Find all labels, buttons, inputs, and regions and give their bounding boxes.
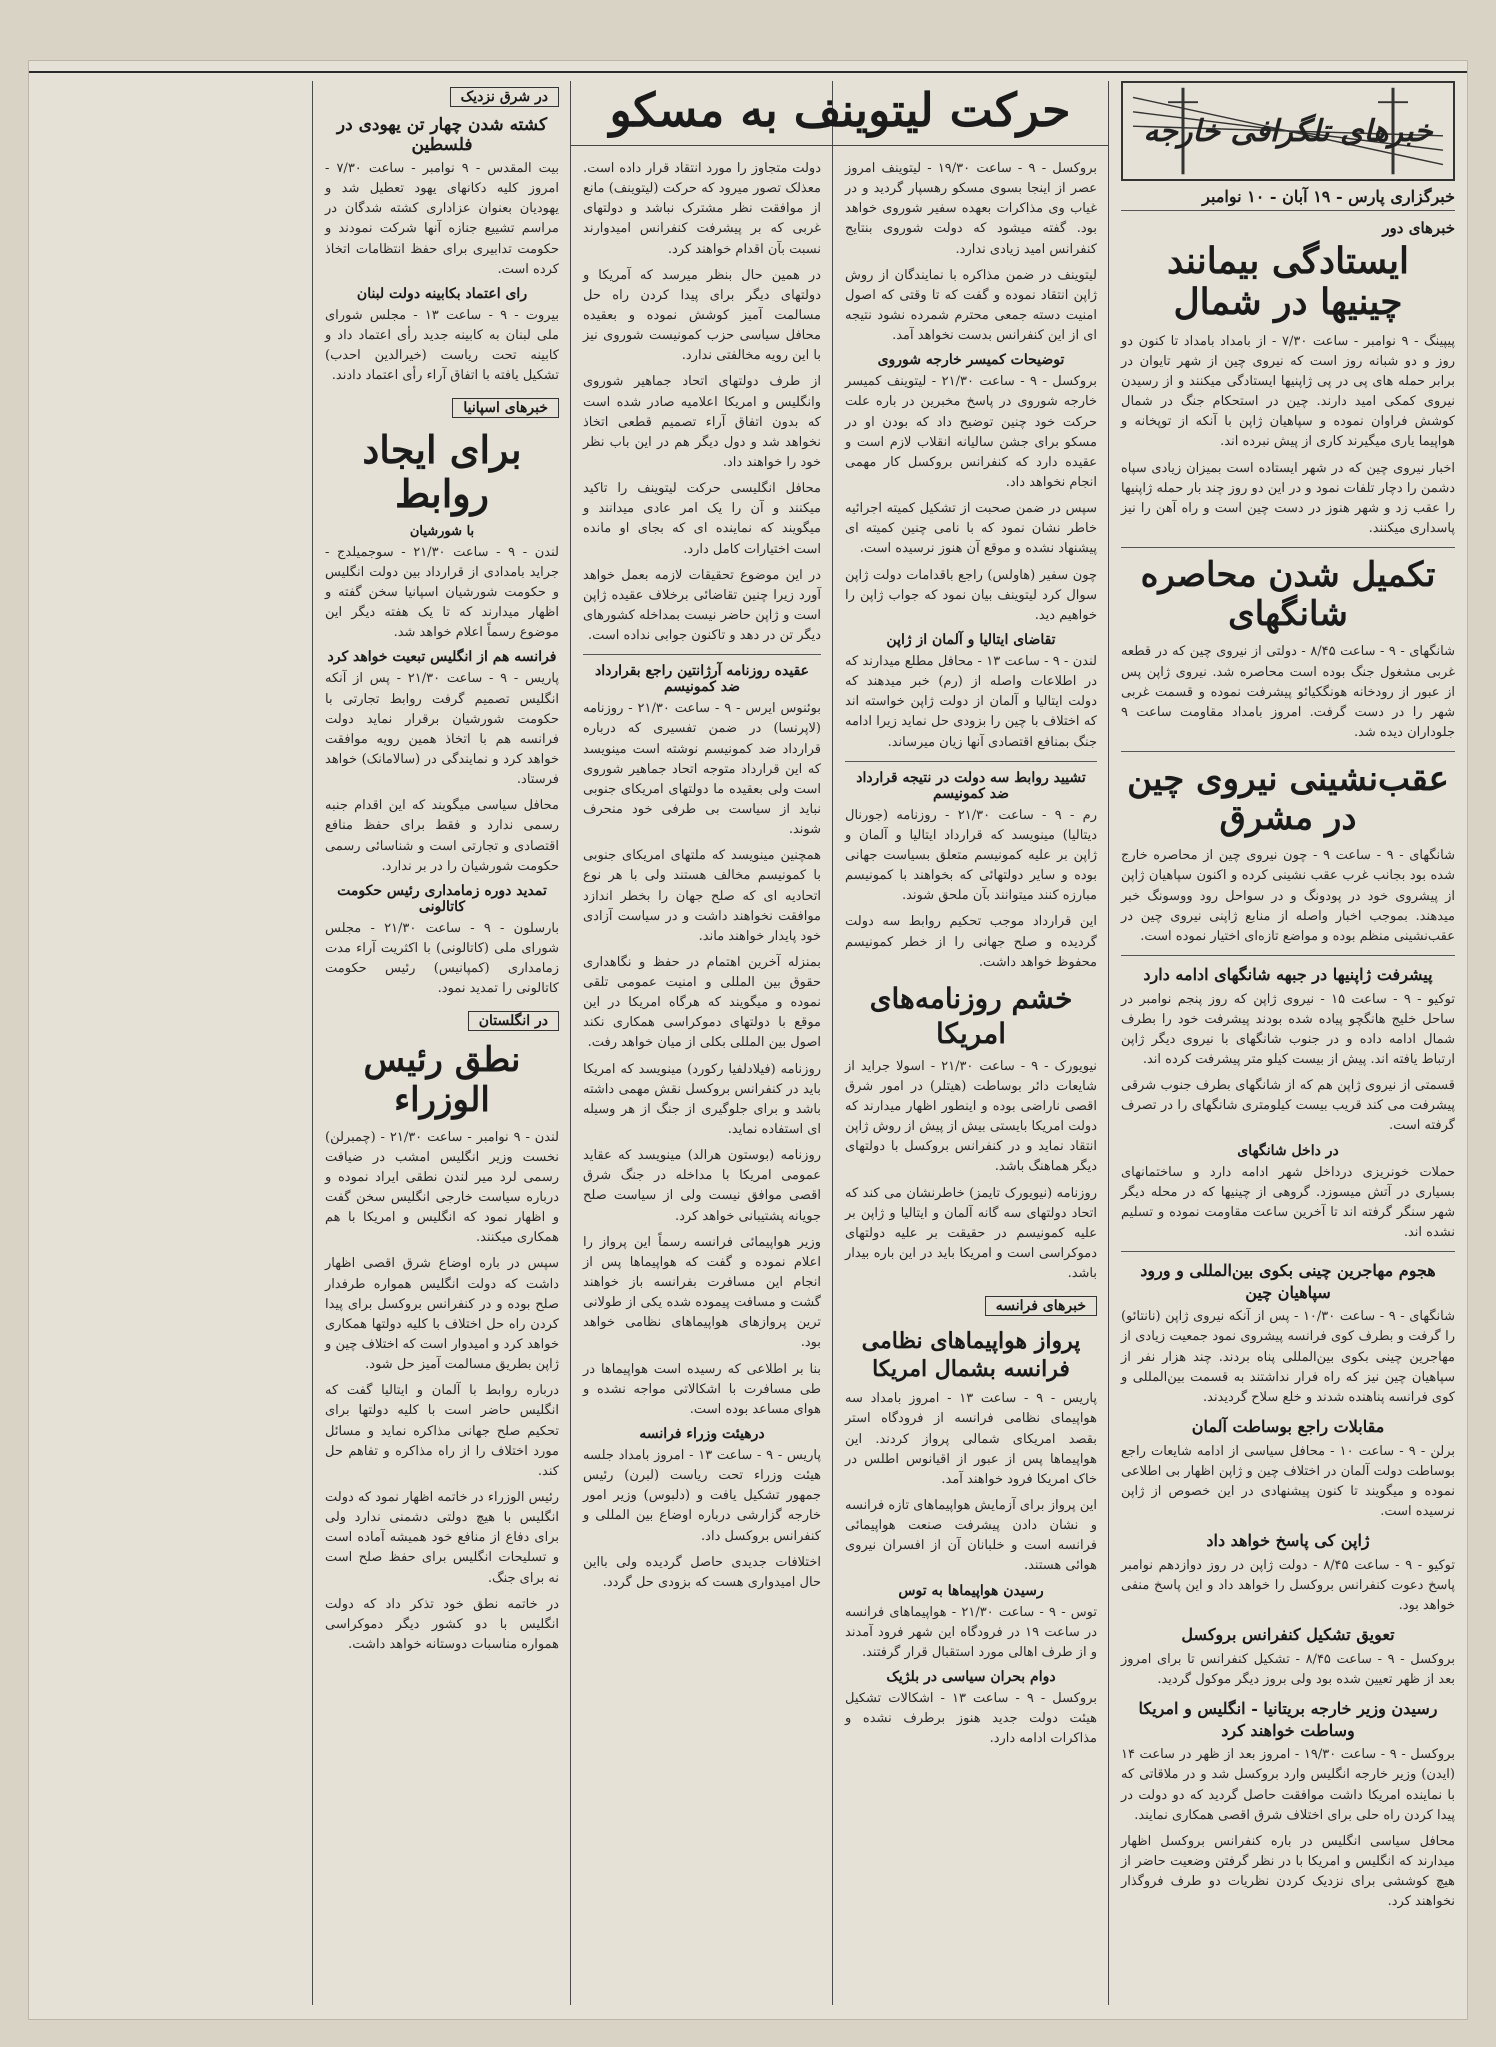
article-text: از طرف دولتهای اتحاد جماهیر شوروی وانگلیس و امریکا اعلامیه صادر شده است که بدون اتفاق آراء تصمیم قطعی اتخاذ نخواهد شد و دول دیگر هم در این باب نظر خود را خواهند داد. <box>583 374 821 470</box>
article-text: رم - ۹ - ساعت ۲۱/۳۰ - روزنامه (جورنال دیتالیا) مینویسد که قرارداد ایتالیا و آلمان و ژاپن بر علیه کمونیسم متعلق بسیاست جهانی بوده و سایر دولتهائی که بخواهند با کمونیسم مبارزه کنند میتوانند بآن ملحق شوند. <box>845 807 1098 904</box>
article-text: بیت المقدس - ۹ نوامبر - ساعت ۷/۳۰ - امروز کلیه دکانهای یهود تعطیل شد و یهودیان بعنوان عزاداری کشته شدگان در مراسم تشییع جنازه آنها شرکت نمودند و حکومت تدابیری برای حفظ انتظامات اتخاذ کرده است. <box>325 161 559 277</box>
article-text: وزیر هواپیمائی فرانسه رسماً این پرواز را اعلام نموده و گفت که هواپیماها پس از انجام این مسافرت بفرانسه باز خواهند گشت و مسافت پیموده شده یکی از طولانی ترین پروازهای هواپیماهای نظامی خواهد بود. <box>583 1234 821 1351</box>
article-text: محافل سیاسی انگلیس در باره کنفرانس بروکسل اظهار میدارند که انگلیس و امریکا با در نظر گرفتن وضعیت حاضر از هیچ کوششی برای نزدیک کردن نظریات دو طرف فروگذار نخواهند کرد. <box>1121 1833 1455 1910</box>
headline: ایستادگی بیمانند چینیها در شمال <box>1166 240 1410 324</box>
article-text: پیپینگ - ۹ نوامبر - ساعت ۷/۳۰ - از بامداد بامداد تا کنون دو روز و دو شبانه روز است که نیروی چین از شهر تایوان در برابر حمله های پی در پی ژاپنیها ایستادگی میکنند و از رسیدن نیروی کمکی امید دارند. چین در استحکام جنگ در شمال کوشش فراوان نموده و سپاهیان ژاپن با آنکه از توپخانه و هواپیما یاری میگیرند کاری از پیش نبرده اند. <box>1121 333 1455 450</box>
article-text: شانگهای - ۹ - ساعت ۱۰/۳۰ - پس از آنکه نیروی ژاپن (نانتائو) را گرفت و بطرف کوی فرانسه پیشروی نمود جمعیت زیادی از مهاجرین چینی بکوی بین‌المللی پناه بردند. چند هزار نفر از سپاهیان چین نیز که راه فرار نداشتند به قسمت بین‌المللی و کوی فرانسه پناهنده شدند و خلع سلاح گردیدند. <box>1121 1309 1456 1405</box>
headline: نطق رئیس الوزراء <box>363 1040 521 1120</box>
article-text: درباره روابط با آلمان و ایتالیا گفت که انگلیس حاضر است با کلیه دولتها برای تحکیم صلح جهانی مذاکره نماید و مسائل مورد اختلاف را از راه مذاکره و تفاهم حل کند. <box>325 1383 559 1479</box>
article-text: بروکسل - ۹ - ساعت ۱۳ - اشکالات تشکیل هیئت دولت جدید هنوز برطرف نشده و مذاکرات ادامه دارد. <box>845 1691 1098 1747</box>
article-text: پاریس - ۹ - ساعت ۱۳ - امروز بامداد جلسه هیئت وزراء تحت ریاست (لبرن) رئیس جمهور تشکیل یافت و (دلبوس) وزیر امور خارجه گزارشی درباره اوضاع بین المللی و کنفرانس بروکسل داد. <box>583 1448 821 1544</box>
section-label: خبرهای فرانسه <box>985 1296 1097 1316</box>
newspaper-page <box>28 60 1468 2020</box>
headline: تعویق تشکیل کنفرانس بروکسل <box>1181 1625 1395 1645</box>
headline: خشم روزنامه‌های امریکا <box>869 981 1073 1050</box>
subhead: توضیحات کمیسر خارجه شوروی <box>877 352 1065 369</box>
article-text: سپس در ضمن صحبت از تشکیل کمیته اجرائیه خاطر نشان نمود که با نامی چنین کمیته ای پیشنهاد نشده و موقع آن هنوز نرسیده است. <box>845 501 1097 557</box>
article-text: سپس در باره اوضاع شرق اقصی اظهار داشت که دولت انگلیس همواره طرفدار صلح بوده و در کنفرانس بروکسل برای پیدا کردن راه حل اختلاف با کلیه دولتها همکاری خواهد کرد و امیدوار است که اختلاف چین و ژاپن بطریق مسالمت آمیز حل شود. <box>325 1256 559 1373</box>
article-text: همچنین مینویسد که ملتهای امریکای جنوبی با کمونیسم مخالف هستند ولی با هر نوع اتحادیه ای که صلح جهان را بخطر اندازد موافقت نخواهند داشت و در سیاست آزادی خود پایدار خواهند ماند. <box>583 848 821 944</box>
article-text: لندن - ۹ نوامبر - ساعت ۲۱/۳۰ - (چمبرلن) نخست وزیر انگلیس امشب در ضیافت رسمی لرد میر لندن نطقی ایراد نموده و درباره سیاست خارجی انگلیس سخن گفت و اظهار نمود که انگلیس و امریکا با هم همکاری میکنند. <box>325 1129 559 1246</box>
headline: مقابلات راجع بوساطت آلمان <box>1191 1417 1385 1436</box>
article-text: بارسلون - ۹ - ساعت ۲۱/۳۰ - مجلس شورای ملی (کاتالونی) با اکثریت آراء مدت زمامداری (کمپانیس) رئیس حکومت کاتالونی را تمدید نمود. <box>325 920 559 997</box>
article-text: در خاتمه نطق خود تذکر داد که دولت انگلیس با دو کشور دیگر دموکراسی همواره مناسبات دوستانه خواهد داشت. <box>325 1596 559 1653</box>
article-text: روزنامه (فیلادلفیا رکورد) مینویسد که امریکا باید در کنفرانس بروکسل نقش مهمی داشته باشد و برای جلوگیری از جنگ از هر وسیله ای استفاده نماید. <box>583 1061 821 1138</box>
article-text: بنا بر اطلاعی که رسیده است هواپیماها در طی مسافرت با اشکالاتی مواجه نشده و هوای مساعد بوده است. <box>583 1361 821 1417</box>
east-label: خبرهای دور <box>1382 219 1455 237</box>
article-text: لندن - ۹ - ساعت ۱۳ - محافل مطلع میدارند که در اطلاعات واصله از (رم) خبر میدهند که دولت ایتالیا و آلمان از دولت ژاپن خواسته اند که اختلاف با چین را بزودی حل نماید زیرا ادامه جنگ بمنافع اقتصادی آنها زیان میرساند. <box>845 653 1097 750</box>
article-text: روزنامه (نیویورک تایمز) خاطرنشان می کند که اتحاد دولتهای سه گانه آلمان و ایتالیا و ژاپن بر علیه کمونیسم در حقیقت بر علیه دولتهای دموکراسی است و امریکا باید در این باره بیدار باشد. <box>845 1185 1097 1282</box>
subhead: در داخل شانگهای <box>1237 1142 1339 1159</box>
column-4 <box>313 81 571 2005</box>
subhead: فرانسه هم از انگلیس تبعیت خواهد کرد <box>327 649 557 666</box>
subhead: درهیئت وزراء فرانسه <box>639 1426 765 1443</box>
article-text: در همین حال بنظر میرسد که آمریکا و دولتهای دیگر برای پیدا کردن راه حل مسالمت آمیز کوشش نموده و بعقیده محافل سیاسی حزب کمونیست شوروی نیز با این رویه مخالفتی ندارد. <box>583 267 821 364</box>
article-text: بمنزله آخرین اهتمام در حفظ و نگاهداری حقوق بین المللی و امنیت عمومی تلقی نموده و میگویند که هرگاه امریکا در این موقع با دولتهای دموکراسی همکاری نکند اصول بین المللی بکلی از میان خواهد رفت. <box>583 954 821 1051</box>
article-text: پاریس - ۹ - ساعت ۱۳ - امروز بامداد سه هواپیمای نظامی فرانسه از فرودگاه استر بقصد امریکای شمالی پرواز کردند. این هواپیماها پس از عبور از اقیانوس اطلس در خاک امریکا فرود خواهند آمد. <box>845 1391 1097 1487</box>
column-foreign-telegraph <box>1109 81 1467 2005</box>
article-text: اختلافات جدیدی حاصل گردیده ولی بااین حال امیدواری هست که بزودی حل گردد. <box>583 1554 821 1590</box>
subhead: رسیدن هواپیماها به توس <box>898 1582 1044 1599</box>
article-text: دولت متجاوز را مورد انتقاد قرار داده است. معذلک تصور میرود که حرکت (لیتوینف) مانع از موافقت نظر مشترک نباشد و دولتهای غربی که بر پیشرفت کنفرانس امیدوارند نسبت بآن اقدام خواهند کرد. <box>583 161 821 257</box>
section-title: خبرهای تلگرافی خارجه <box>1143 113 1433 149</box>
subhead: تقاضای ایتالیا و آلمان از ژاپن <box>886 631 1056 648</box>
byline: با شورشیان <box>409 523 475 539</box>
section-label: خبرهای اسپانیا <box>452 398 559 418</box>
article-text: لندن - ۹ - ساعت ۲۱/۳۰ - سوجمیلدج - جراید بامدادی از قرارداد بین دولت انگلیس و حکومت شورشیان اسپانیا سخن گفته و اظهار میدارند که تا یک هفته دیگر این موضوع رسماً اعلام خواهد شد. <box>325 544 559 641</box>
subhead: رای اعتماد بکابینه دولت لبنان <box>356 285 528 302</box>
article-text: بروکسل - ۹ - ساعت ۲۱/۳۰ - لیتوینف کمیسر خارجه شوروی در پاسخ مخبرین در باره علت حرکت خود چنین توضیح داد که بودن او در مسکو برای جشن سالیانه انقلاب لازم است و عقیده دارد که کنفرانس بروکسل کار مهمی انجام نخواهد داد. <box>845 374 1098 490</box>
article-text: شانگهای - ۹ - ساعت ۹ - چون نیروی چین از محاصره خارج شده بود بجانب غرب عقب نشینی کرده و اکنون سپاهیان ژاپن از پیشروی خود در پودونگ و در سواحل رود ووسونگ خبر میدهند. بموجب اخبار واصله از منابع ژاپنی نیروی چین در عقب‌نشینی منظم بوده و مواضع تازه‌ای اختیار نموده است. <box>1121 848 1455 944</box>
article-text: توکیو - ۹ - ساعت ۸/۴۵ - دولت ژاپن در روز دوازدهم نوامبر پاسخ دعوت کنفرانس بروکسل را خواهد داد و این پاسخ منفی خواهد بود. <box>1121 1557 1455 1614</box>
column-2 <box>833 81 1109 2005</box>
article-text: محافل سیاسی میگویند که این اقدام جنبه رسمی ندارد و فقط برای حفظ منافع اقتصادی و تجارتی است و شناسائی رسمی حکومت شورشیان را در بر ندارد. <box>325 798 559 874</box>
headline: پرواز هواپیماهای نظامی فرانسه بشمال امریکا <box>861 1328 1081 1382</box>
article-text: اخبار نیروی چین که در شهر ایستاده است بمیزان زیادی سپاه دشمن را دچار تلفات نمود و در این دو روز چند بار حمله ژاپنیها را عقب زد و شهر هنوز در دست چین است و راه آهن را نیز پاسداری میکنند. <box>1121 460 1455 537</box>
article-text: رئیس الوزراء در خاتمه اظهار نمود که دولت انگلیس با هیچ دولتی دشمنی ندارد ولی برای دفاع از منافع خود همیشه آماده است و تسلیحات انگلیس برای حفظ صلح است نه برای جنگ. <box>325 1490 559 1586</box>
section-label: در شرق نزدیک <box>450 87 559 107</box>
headline: پیشرفت ژاپنیها در جبهه شانگهای ادامه دارد <box>1143 964 1433 984</box>
headline: هجوم مهاجرین چینی بکوی بین‌المللی و ورود سپاهیان چین <box>1140 1261 1436 1302</box>
article-text: این قرارداد موجب تحکیم روابط سه دولت گردیده و صلح جهانی را از خطر کمونیسم محفوظ خواهد داشت. <box>845 914 1097 970</box>
subhead: کشته شدن چهار تن یهودی در فلسطین <box>336 115 548 155</box>
article-text: محافل انگلیسی حرکت لیتوینف را تاکید میکنند و آن را یک امر عادی میدانند و میگویند که نماینده ای که بجای او مانده است اختیارات کامل دارد. <box>583 481 821 557</box>
section-logo <box>1121 81 1455 181</box>
article-text: در این موضوع تحقیقات لازمه بعمل خواهد آورد زیرا چنین تقاضائی برخلاف عقیده ژاپن است و ژاپن حاضر نیست بمداخله کشورهای دیگر تن در دهد و تاکنون جوابی نداده است. <box>583 567 821 644</box>
article-text: توس - ۹ - ساعت ۲۱/۳۰ - هواپیماهای فرانسه در ساعت ۱۹ در فرودگاه این شهر فرود آمدند و از طرف اهالی مورد استقبال قرار گرفتند. <box>845 1604 1097 1660</box>
headline: تکمیل شدن محاصره شانگهای <box>1140 555 1436 635</box>
article-text: برلن - ۹ - ساعت ۱۰ - محافل سیاسی از ادامه شایعات راجع بوساطت دولت آلمان در اختلاف چین و ژاپن اظهار بی اطلاعی نموده و میگویند تا کنون پیشنهادی در این خصوص از ژاپن نرسیده است. <box>1121 1443 1455 1520</box>
article-text: بوئنوس ایرس - ۹ - ساعت ۲۱/۳۰ - روزنامه (لاپرنسا) در ضمن تفسیری که درباره قرارداد ضد کمونیسم نوشته است مینویسد که این قرارداد متوجه اتحاد جماهیر شوروی است ولی بعقیده ما دولتهای امریکای جنوبی نباید از سیاست بی طرفی خود منحرف شوند. <box>583 701 821 838</box>
article-text: توکیو - ۹ - ساعت ۱۵ - نیروی ژاپن که روز پنجم نوامبر در ساحل خلیج هانگچو پیاده شده بودند پیشرفت خود را بطرف شمال ادامه داده و در جنوب شانگهای با نیروی دیگر ژاپن ارتباط یافته اند. پیش از بیست کیلو متر پیشرفت کرده اند. <box>1121 991 1455 1067</box>
article-text: بیروت - ۹ - ساعت ۱۳ - مجلس شورای ملی لبنان به کابینه جدید رأی اعتماد داد و کابینه تحت ریاست (خیرالدین احدب) تشکیل یافته با اتفاق آراء رأی اعتماد دادند. <box>325 307 560 384</box>
article-text: روزنامه (بوستون هرالد) مینویسد که عقاید عمومی امریکا با مداخله در جنگ شرق اقصی موافق نیست ولی از سیاست صلح جویانه پشتیبانی خواهد کرد. <box>583 1148 821 1224</box>
article-text: این پرواز برای آزمایش هواپیماهای تازه فرانسه و نشان دادن پیشرفت صنعت هواپیمائی فرانسه است و خلبانان آن از افسران نیروی هوائی هستند. <box>845 1498 1097 1574</box>
article-text: بروکسل - ۹ - ساعت ۱۹/۳۰ - امروز بعد از ظهر در ساعت ۱۴ (ایدن) وزیر خارجه انگلیس وارد بروکسل شد و در ملاقاتی که با نماینده امریکا داشت موافقت حاصل گردید که دو دولت در پیدا کردن راه حلی برای اختلاف شرق اقصی همکاری نمایند. <box>1121 1747 1455 1823</box>
headline: رسیدن وزیر خارجه بریتانیا - انگلیس و امریکا وساطت خواهند کرد <box>1138 1699 1438 1740</box>
article-text: نیویورک - ۹ - ساعت ۲۱/۳۰ - اسولا جراید از شایعات دائر بوساطت (هیتلر) در امور شرق اقصی ناراضی بوده و اینطور اظهار میدارند که دولت امریکا بایستی بیش از پیش از روش ژاپن انتقاد نماید و در کنفرانس بروکسل با دولتهای دیگر هماهنگ باشد. <box>845 1058 1097 1175</box>
article-text: شانگهای - ۹ - ساعت ۸/۴۵ - دولتی از نیروی چین که در قطعه غربی مشغول جنگ بوده است محاصره شد. نیروی ژاپن پس از عبور از رودخانه هونگکیائو پیشرفت نموده و قسمت غربی شهر را در دست گرفت. امروز بامداد مقاومت ساعت ۹ جلوداران دیده شد. <box>1121 644 1456 740</box>
subhead: تشیید روابط سه دولت در نتیجه قرارداد ضد کمونیسم <box>856 769 1086 802</box>
column-3 <box>571 81 833 2005</box>
dateline: خبرگزاری پارس - ۱۹ آبان - ۱۰ نوامبر <box>1121 187 1455 211</box>
article-text: چون سفیر (هاولس) راجع باقدامات دولت ژاپن سوال کرد لیتوینف بیان نمود که جواب ژاپن را خواهیم دید. <box>845 567 1097 623</box>
section-label: در انگلستان <box>468 1011 559 1031</box>
article-text: پاریس - ۹ - ساعت ۲۱/۳۰ - پس از آنکه انگلیس تصمیم گرفت روابط تجارتی با حکومت شورشیان برقرار نماید دولت فرانسه هم با اتخاذ همین رویه موافقت خواهد کرد و نمایندگی در (سالامانک) خواهد فرستاد. <box>325 671 559 788</box>
article-text: بروکسل - ۹ - ساعت ۸/۴۵ - تشکیل کنفرانس تا برای امروز بعد از ظهر تعیین شده بود ولی بروز دیگر موکول گردید. <box>1121 1651 1455 1687</box>
article-text: قسمتی از نیروی ژاپن هم که از شانگهای بطرف جنوب شرقی پیشرفت می کند قریب بیست کیلومتری شانگهای را در تصرف گرفته است. <box>1121 1078 1455 1134</box>
subhead: عقیده روزنامه آرژانتین راجع بقرارداد ضد کمونیسم <box>594 663 810 696</box>
article-text: لیتوینف در ضمن مذاکره با نمایندگان از روش ژاپن انتقاد نموده و گفت که تا وقتی که اصول امنیت دسته جمعی محترم شمرده نشود نتیجه ای از این کنفرانس بدست نخواهد آمد. <box>845 267 1097 344</box>
headline: عقب‌نشینی نیروی چین در مشرق <box>1127 759 1449 839</box>
article-text: حملات خونریزی درداخل شهر ادامه دارد و ساختمانهای بسیاری در آتش میسوزد. گروهی از چینیها که در محله دیگر شهر سنگر گرفته اند تا آخرین ساعت مقاومت نموده و تسلیم نشده اند. <box>1121 1164 1455 1240</box>
subhead: تمدید دوره زمامداری رئیس حکومت کاتالونی <box>337 882 547 915</box>
headline: ژاپن کی پاسخ خواهد داد <box>1206 1531 1370 1551</box>
subhead: دوام بحران سیاسی در بلژیک <box>886 1669 1056 1686</box>
banner-headline: حرکت لیتوینف به مسکو <box>571 79 1109 146</box>
top-rule <box>29 71 1467 73</box>
headline: برای ایجاد روابط <box>362 427 522 517</box>
article-text: بروکسل - ۹ - ساعت ۱۹/۳۰ - لیتوینف امروز عصر از اینجا بسوی مسکو رهسپار گردید و در غیاب وی مذاکرات بعهده سفیر شوروی خواهد بود. گفته میشود که دولت شوروی بنتایج کنفرانس امید زیادی ندارد. <box>845 161 1097 257</box>
